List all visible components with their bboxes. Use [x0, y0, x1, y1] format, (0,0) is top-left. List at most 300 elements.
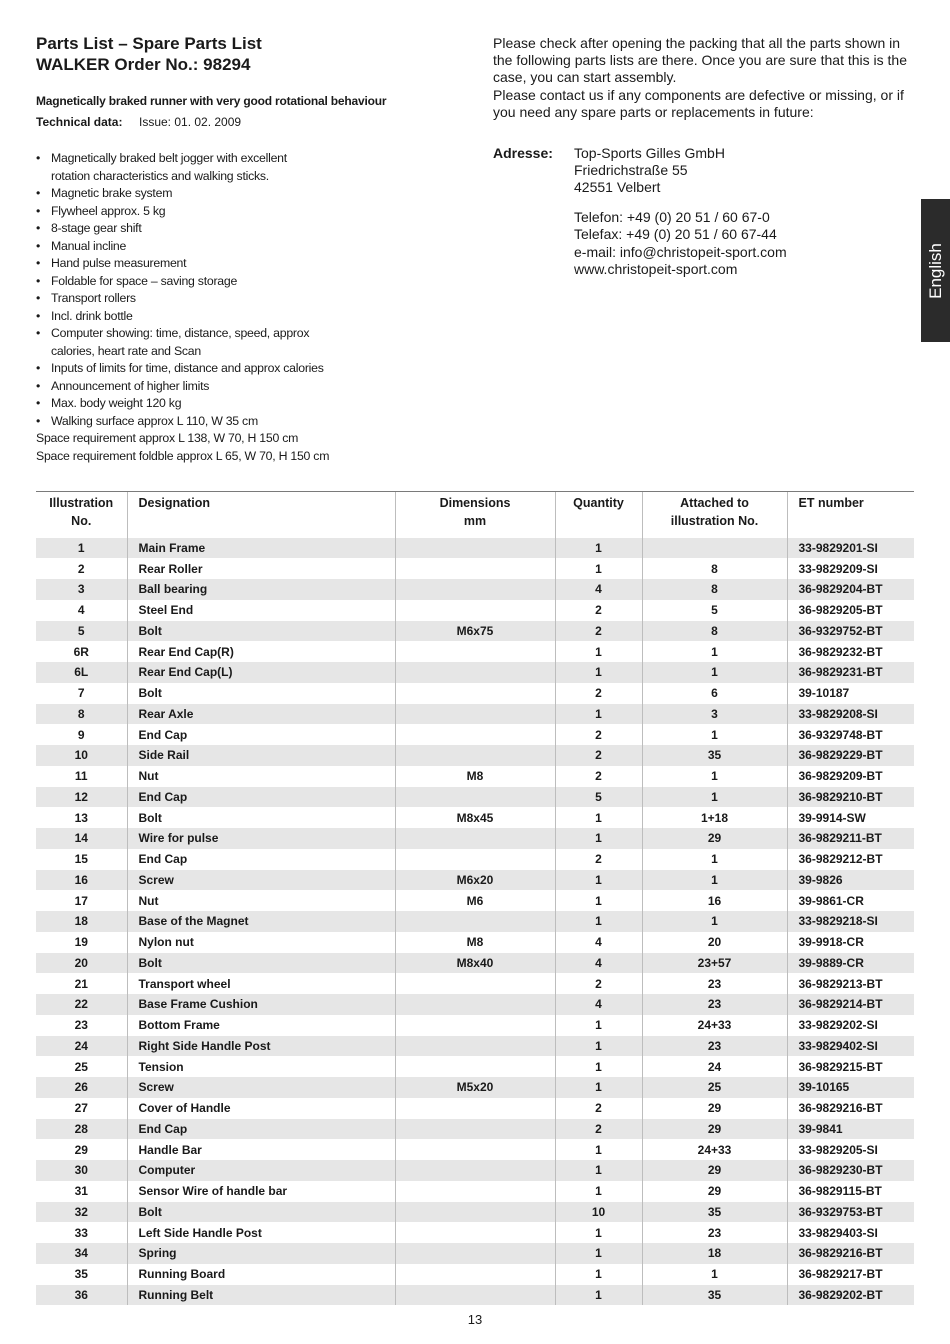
cell-dimensions — [395, 600, 555, 621]
table-row — [36, 1222, 914, 1243]
cell-dimensions — [395, 745, 555, 766]
cell-dimensions — [395, 1264, 555, 1285]
cell-designation: Base Frame Cushion — [127, 994, 395, 1015]
cell-designation: Bolt — [127, 1202, 395, 1223]
cell-designation: End Cap — [127, 787, 395, 808]
cell-attached-to: 1 — [642, 641, 787, 662]
cell-illustration-no: 8 — [36, 704, 127, 725]
cell-designation: Screw — [127, 870, 395, 891]
intro-line: Please contact us if any components are defective or missing, or if — [493, 86, 904, 103]
cell-designation: Sensor Wire of handle bar — [127, 1181, 395, 1202]
language-tab-label: English — [925, 242, 945, 299]
cell-dimensions — [395, 1119, 555, 1140]
cell-attached-to: 29 — [642, 1119, 787, 1140]
cell-designation: Left Side Handle Post — [127, 1222, 395, 1243]
cell-illustration-no: 24 — [36, 1036, 127, 1057]
cell-et-number: 36-9829215-BT — [787, 1056, 914, 1077]
cell-quantity: 2 — [555, 621, 642, 642]
table-row — [36, 1264, 914, 1285]
cell-attached-to: 8 — [642, 579, 787, 600]
table-row — [36, 1056, 914, 1077]
address-line: Top-Sports Gilles GmbH — [574, 145, 725, 161]
feature-item — [36, 308, 456, 326]
cell-illustration-no: 35 — [74, 1267, 88, 1282]
feature-text: Transport rollers — [51, 291, 136, 305]
intro-line: case, you can start assembly. — [493, 69, 677, 86]
cell-illustration-no: 15 — [74, 852, 88, 867]
language-tab — [921, 199, 950, 342]
cell-dimensions — [395, 579, 555, 600]
cell-attached-to: 8 — [642, 621, 787, 642]
column-header-title: Illustration — [49, 496, 114, 510]
cell-et-number: 36-9829115-BT — [787, 1181, 914, 1202]
cell-dimensions: M8x40 — [395, 953, 555, 974]
cell-et-number: 33-9829208-SI — [787, 704, 914, 725]
cell-et-number: 33-9829209-SI — [787, 558, 914, 579]
cell-attached-to: 1 — [642, 787, 787, 808]
cell-attached-to: 1 — [642, 870, 787, 891]
cell-quantity: 2 — [555, 1119, 642, 1140]
table-row — [36, 1160, 914, 1181]
feature-item — [36, 395, 456, 413]
cell-dimensions — [395, 1036, 555, 1057]
cell-designation: Tension — [127, 1056, 395, 1077]
cell-et-number: 36-9329752-BT — [787, 621, 914, 642]
feature-text: Hand pulse measurement — [51, 256, 187, 270]
cell-illustration-no: 9 — [77, 727, 85, 742]
cell-quantity: 1 — [555, 1181, 642, 1202]
table-row — [36, 1202, 914, 1223]
cell-attached-to: 23 — [642, 973, 787, 994]
cell-attached-to: 1 — [642, 1264, 787, 1285]
feature-item — [36, 185, 456, 203]
cell-designation: Steel End — [127, 600, 395, 621]
cell-dimensions: M8 — [395, 932, 555, 953]
cell-illustration-no: 1 — [36, 538, 127, 559]
column-header-title: Quantity — [573, 496, 624, 510]
table-row — [36, 911, 914, 932]
cell-et-number: 39-10165 — [787, 1077, 914, 1098]
cell-quantity: 1 — [555, 1056, 642, 1077]
cell-designation: Rear Roller — [127, 558, 395, 579]
column-header-subtitle: No. — [71, 514, 92, 528]
cell-designation: Bottom Frame — [127, 1015, 395, 1036]
table-row — [36, 621, 914, 642]
cell-dimensions — [395, 641, 555, 662]
cell-quantity: 1 — [555, 807, 642, 828]
technical-label: Technical data: — [36, 115, 123, 129]
column-header-subtitle: illustration No. — [670, 514, 759, 528]
cell-et-number: 33-9829218-SI — [787, 911, 914, 932]
cell-illustration-no: 19 — [74, 935, 88, 950]
cell-designation: Cover of Handle — [127, 1098, 395, 1119]
cell-illustration-no: 29 — [74, 1142, 88, 1157]
contact-line: www.christopeit-sport.com — [574, 261, 738, 278]
cell-et-number: 39-9841 — [787, 1119, 914, 1140]
cell-et-number: 39-9826 — [787, 870, 914, 891]
bullet-icon: • — [36, 326, 41, 340]
cell-et-number: 33-9829201-SI — [787, 538, 914, 559]
feature-item — [36, 255, 456, 273]
column-header — [127, 492, 395, 538]
feature-continuation: calories, heart rate and Scan — [51, 343, 201, 358]
cell-attached-to: 23 — [642, 1222, 787, 1243]
cell-illustration-no: 4 — [77, 603, 85, 618]
cell-attached-to: 3 — [642, 704, 787, 725]
cell-quantity: 1 — [555, 1077, 642, 1098]
feature-item — [36, 413, 456, 431]
table-row — [36, 1098, 914, 1119]
table-row — [36, 579, 914, 600]
title-line-2: WALKER Order No.: 98294 — [36, 55, 251, 74]
cell-illustration-no: 20 — [36, 953, 127, 974]
column-header-title: Attached to — [680, 496, 749, 510]
cell-et-number: 33-9829402-SI — [787, 1036, 914, 1057]
feature-continuation: rotation characteristics and walking sticks. — [51, 168, 269, 183]
space-requirement-folded: Space requirement foldble approx L 65, W 70, H 150 cm — [36, 448, 330, 463]
intro-line: you need any spare parts or replacements in future: — [493, 103, 814, 120]
cell-quantity: 2 — [555, 683, 642, 704]
cell-et-number: 36-9829216-BT — [787, 1243, 914, 1264]
cell-dimensions — [395, 787, 555, 808]
technical-issue: Issue: 01. 02. 2009 — [139, 115, 242, 129]
cell-quantity: 1 — [555, 1139, 642, 1160]
bullet-icon: • — [36, 186, 41, 200]
cell-designation: End Cap — [127, 1119, 395, 1140]
cell-illustration-no: 26 — [36, 1077, 127, 1098]
table-row — [36, 807, 914, 828]
cell-et-number: 39-9861-CR — [787, 890, 914, 911]
cell-illustration-no: 13 — [74, 810, 88, 825]
intro-text — [493, 35, 923, 121]
column-header — [555, 492, 642, 538]
cell-dimensions — [395, 973, 555, 994]
cell-attached-to: 5 — [642, 600, 787, 621]
cell-quantity: 1 — [555, 662, 642, 683]
cell-quantity: 1 — [555, 704, 642, 725]
bullet-icon: • — [36, 203, 41, 218]
column-header-subtitle: mm — [463, 514, 487, 528]
bullet-icon: • — [36, 273, 41, 288]
bullet-icon: • — [36, 256, 41, 270]
feature-text: Magnetically braked belt jogger with excellent — [51, 151, 287, 165]
column-header — [36, 492, 127, 538]
cell-attached-to: 8 — [642, 558, 787, 579]
cell-et-number: 36-9829230-BT — [787, 1160, 914, 1181]
cell-dimensions — [395, 558, 555, 579]
cell-attached-to: 1 — [642, 849, 787, 870]
cell-illustration-no: 23 — [74, 1018, 88, 1033]
cell-dimensions — [395, 911, 555, 932]
feature-text: Computer showing: time, distance, speed, approx — [51, 326, 310, 340]
cell-quantity: 1 — [555, 828, 642, 849]
cell-attached-to: 18 — [642, 1243, 787, 1264]
cell-dimensions — [395, 994, 555, 1015]
cell-designation: Nut — [127, 766, 395, 787]
table-row — [36, 1139, 914, 1160]
cell-et-number: 36-9829213-BT — [787, 973, 914, 994]
address-label: Adresse: — [493, 145, 553, 161]
column-header — [787, 492, 914, 538]
cell-attached-to: 29 — [642, 1098, 787, 1119]
feature-text: Flywheel approx. 5 kg — [51, 203, 166, 218]
cell-dimensions — [395, 662, 555, 683]
address-line: Friedrichstraße 55 — [574, 162, 688, 179]
cell-attached-to: 20 — [642, 932, 787, 953]
cell-illustration-no: 31 — [74, 1184, 88, 1199]
cell-designation: Ball bearing — [127, 579, 395, 600]
cell-designation: Rear Axle — [127, 704, 395, 725]
cell-dimensions — [395, 1181, 555, 1202]
cell-dimensions — [395, 828, 555, 849]
cell-attached-to: 24+33 — [642, 1139, 787, 1160]
feature-item — [36, 360, 456, 378]
cell-attached-to: 1 — [642, 724, 787, 745]
cell-et-number: 36-9829232-BT — [787, 641, 914, 662]
cell-quantity: 10 — [555, 1202, 642, 1223]
cell-illustration-no: 11 — [74, 769, 88, 784]
table-row — [36, 662, 914, 683]
cell-designation: Bolt — [127, 621, 395, 642]
parts-table — [36, 491, 914, 1305]
feature-text: Inputs of limits for time, distance and approx calories — [51, 361, 324, 375]
cell-illustration-no: 34 — [36, 1243, 127, 1264]
cell-dimensions — [395, 1056, 555, 1077]
cell-et-number: 36-9329748-BT — [787, 724, 914, 745]
cell-dimensions — [395, 538, 555, 559]
cell-quantity: 1 — [555, 538, 642, 559]
cell-dimensions — [395, 683, 555, 704]
cell-designation: Transport wheel — [127, 973, 395, 994]
cell-illustration-no: 25 — [74, 1059, 88, 1074]
cell-dimensions — [395, 1243, 555, 1264]
cell-quantity: 2 — [555, 766, 642, 787]
cell-et-number: 36-9829212-BT — [787, 849, 914, 870]
cell-et-number: 36-9829216-BT — [787, 1098, 914, 1119]
title-line-1: Parts List – Spare Parts List — [36, 34, 262, 53]
cell-quantity: 2 — [555, 1098, 642, 1119]
cell-et-number: 36-9829211-BT — [787, 828, 914, 849]
cell-illustration-no: 28 — [36, 1119, 127, 1140]
cell-et-number: 36-9829214-BT — [787, 994, 914, 1015]
feature-text: Max. body weight 120 kg — [51, 396, 182, 410]
cell-attached-to: 1 — [642, 662, 787, 683]
cell-designation: Running Board — [127, 1264, 395, 1285]
cell-et-number: 39-9918-CR — [787, 932, 914, 953]
feature-list — [36, 150, 456, 465]
cell-designation: Bolt — [127, 953, 395, 974]
contact-line: e-mail: info@christopeit-sport.com — [574, 243, 787, 260]
cell-dimensions — [395, 1098, 555, 1119]
cell-designation: Handle Bar — [127, 1139, 395, 1160]
cell-illustration-no: 7 — [77, 686, 85, 701]
cell-et-number: 39-9889-CR — [787, 953, 914, 974]
cell-quantity: 1 — [555, 1015, 642, 1036]
table-row — [36, 1077, 914, 1098]
feature-item — [36, 203, 456, 221]
cell-et-number: 33-9829403-SI — [787, 1222, 914, 1243]
feature-text: Magnetic brake system — [51, 186, 173, 200]
contact-line: Telefon: +49 (0) 20 51 / 60 67-0 — [574, 209, 770, 225]
table-row — [36, 1036, 914, 1057]
cell-attached-to: 23 — [642, 1036, 787, 1057]
bullet-icon: • — [36, 361, 41, 375]
cell-designation: End Cap — [127, 724, 395, 745]
cell-attached-to: 35 — [642, 1285, 787, 1306]
cell-quantity: 2 — [555, 600, 642, 621]
cell-illustration-no: 5 — [36, 621, 127, 642]
cell-quantity: 1 — [555, 1036, 642, 1057]
bullet-icon: • — [36, 378, 41, 393]
cell-quantity: 1 — [555, 1160, 642, 1181]
table-row — [36, 932, 914, 953]
table-row — [36, 724, 914, 745]
cell-illustration-no: 27 — [74, 1101, 88, 1116]
cell-et-number: 39-9914-SW — [787, 807, 914, 828]
cell-attached-to: 25 — [642, 1077, 787, 1098]
feature-text: Manual incline — [51, 238, 127, 253]
cell-dimensions — [395, 1160, 555, 1181]
feature-text: Foldable for space – saving storage — [51, 273, 238, 288]
cell-dimensions: M6x20 — [395, 870, 555, 891]
cell-illustration-no: 6R — [73, 644, 89, 659]
cell-dimensions — [395, 1222, 555, 1243]
cell-attached-to: 35 — [642, 745, 787, 766]
cell-quantity: 4 — [555, 579, 642, 600]
cell-quantity: 1 — [555, 641, 642, 662]
cell-attached-to: 23 — [642, 994, 787, 1015]
bullet-icon: • — [36, 413, 41, 428]
cell-dimensions — [395, 724, 555, 745]
cell-illustration-no: 14 — [36, 828, 127, 849]
bullet-icon: • — [36, 396, 41, 410]
contact-block — [574, 209, 787, 279]
cell-attached-to: 29 — [642, 1181, 787, 1202]
cell-dimensions — [395, 1015, 555, 1036]
cell-illustration-no: 22 — [36, 994, 127, 1015]
cell-quantity: 1 — [555, 558, 642, 579]
intro-line: Please check after opening the packing that all the parts shown in — [493, 35, 901, 51]
cell-dimensions — [395, 1139, 555, 1160]
cell-attached-to: 29 — [642, 1160, 787, 1181]
cell-illustration-no: 32 — [36, 1202, 127, 1223]
cell-et-number: 36-9829231-BT — [787, 662, 914, 683]
table-row — [36, 600, 914, 621]
cell-dimensions: M8x45 — [395, 807, 555, 828]
cell-illustration-no: 12 — [36, 787, 127, 808]
page-title — [36, 33, 262, 75]
table-row — [36, 973, 914, 994]
feature-item — [36, 273, 456, 291]
cell-attached-to: 23+57 — [642, 953, 787, 974]
cell-quantity: 1 — [555, 1264, 642, 1285]
page-number: 13 — [467, 1312, 483, 1327]
address-line: 42551 Velbert — [574, 179, 661, 196]
cell-dimensions: M6 — [395, 890, 555, 911]
technical-data — [36, 115, 242, 129]
table-row — [36, 1243, 914, 1264]
cell-dimensions — [395, 704, 555, 725]
cell-et-number: 33-9829202-SI — [787, 1015, 914, 1036]
cell-et-number: 36-9829204-BT — [787, 579, 914, 600]
table-row — [36, 704, 914, 725]
cell-quantity: 1 — [555, 1243, 642, 1264]
table-row — [36, 890, 914, 911]
cell-designation: Running Belt — [127, 1285, 395, 1306]
column-header-title: ET number — [798, 496, 864, 510]
cell-attached-to — [642, 538, 787, 559]
space-requirement: Space requirement approx L 138, W 70, H 150 cm — [36, 431, 299, 445]
feature-text: Incl. drink bottle — [51, 308, 133, 323]
table-row — [36, 828, 914, 849]
cell-attached-to: 6 — [642, 683, 787, 704]
cell-illustration-no: 10 — [36, 745, 127, 766]
table-row — [36, 558, 914, 579]
table-row — [36, 787, 914, 808]
feature-text: Walking surface approx L 110, W 35 cm — [51, 413, 258, 428]
cell-attached-to: 16 — [642, 890, 787, 911]
feature-item — [36, 325, 456, 343]
bullet-icon: • — [36, 151, 41, 165]
cell-et-number: 36-9829209-BT — [787, 766, 914, 787]
feature-item — [36, 290, 456, 308]
cell-et-number: 36-9829229-BT — [787, 745, 914, 766]
cell-illustration-no: 33 — [74, 1225, 88, 1240]
feature-item — [36, 150, 456, 168]
cell-et-number: 36-9829202-BT — [787, 1285, 914, 1306]
cell-designation: Spring — [127, 1243, 395, 1264]
bullet-icon: • — [36, 238, 41, 253]
cell-quantity: 2 — [555, 745, 642, 766]
cell-attached-to: 1 — [642, 911, 787, 932]
bullet-icon: • — [36, 221, 41, 235]
table-row — [36, 745, 914, 766]
cell-attached-to: 24+33 — [642, 1015, 787, 1036]
cell-attached-to: 1+18 — [642, 807, 787, 828]
cell-designation: Bolt — [127, 807, 395, 828]
address-block — [574, 145, 725, 197]
column-header-title: Designation — [138, 496, 211, 510]
cell-quantity: 4 — [555, 953, 642, 974]
cell-designation: Wire for pulse — [127, 828, 395, 849]
cell-attached-to: 1 — [642, 766, 787, 787]
cell-quantity: 1 — [555, 890, 642, 911]
cell-et-number: 36-9829210-BT — [787, 787, 914, 808]
feature-item — [36, 378, 456, 396]
product-subtitle: Magnetically braked runner with very good rotational behaviour — [36, 94, 387, 108]
cell-attached-to: 35 — [642, 1202, 787, 1223]
cell-designation: Base of the Magnet — [127, 911, 395, 932]
table-header-row — [36, 492, 914, 538]
column-header — [642, 492, 787, 538]
column-header-title: Dimensions — [439, 496, 511, 510]
cell-illustration-no: 18 — [36, 911, 127, 932]
cell-quantity: 2 — [555, 849, 642, 870]
table-row — [36, 766, 914, 787]
cell-quantity: 1 — [555, 911, 642, 932]
column-header — [395, 492, 555, 538]
bullet-icon: • — [36, 308, 41, 323]
cell-et-number: 36-9829217-BT — [787, 1264, 914, 1285]
feature-text: Announcement of higher limits — [51, 378, 210, 393]
cell-illustration-no: 17 — [74, 893, 88, 908]
table-row — [36, 994, 914, 1015]
table-row — [36, 683, 914, 704]
cell-quantity: 1 — [555, 870, 642, 891]
cell-designation: Main Frame — [127, 538, 395, 559]
cell-illustration-no: 6L — [36, 662, 127, 683]
cell-illustration-no: 3 — [36, 579, 127, 600]
